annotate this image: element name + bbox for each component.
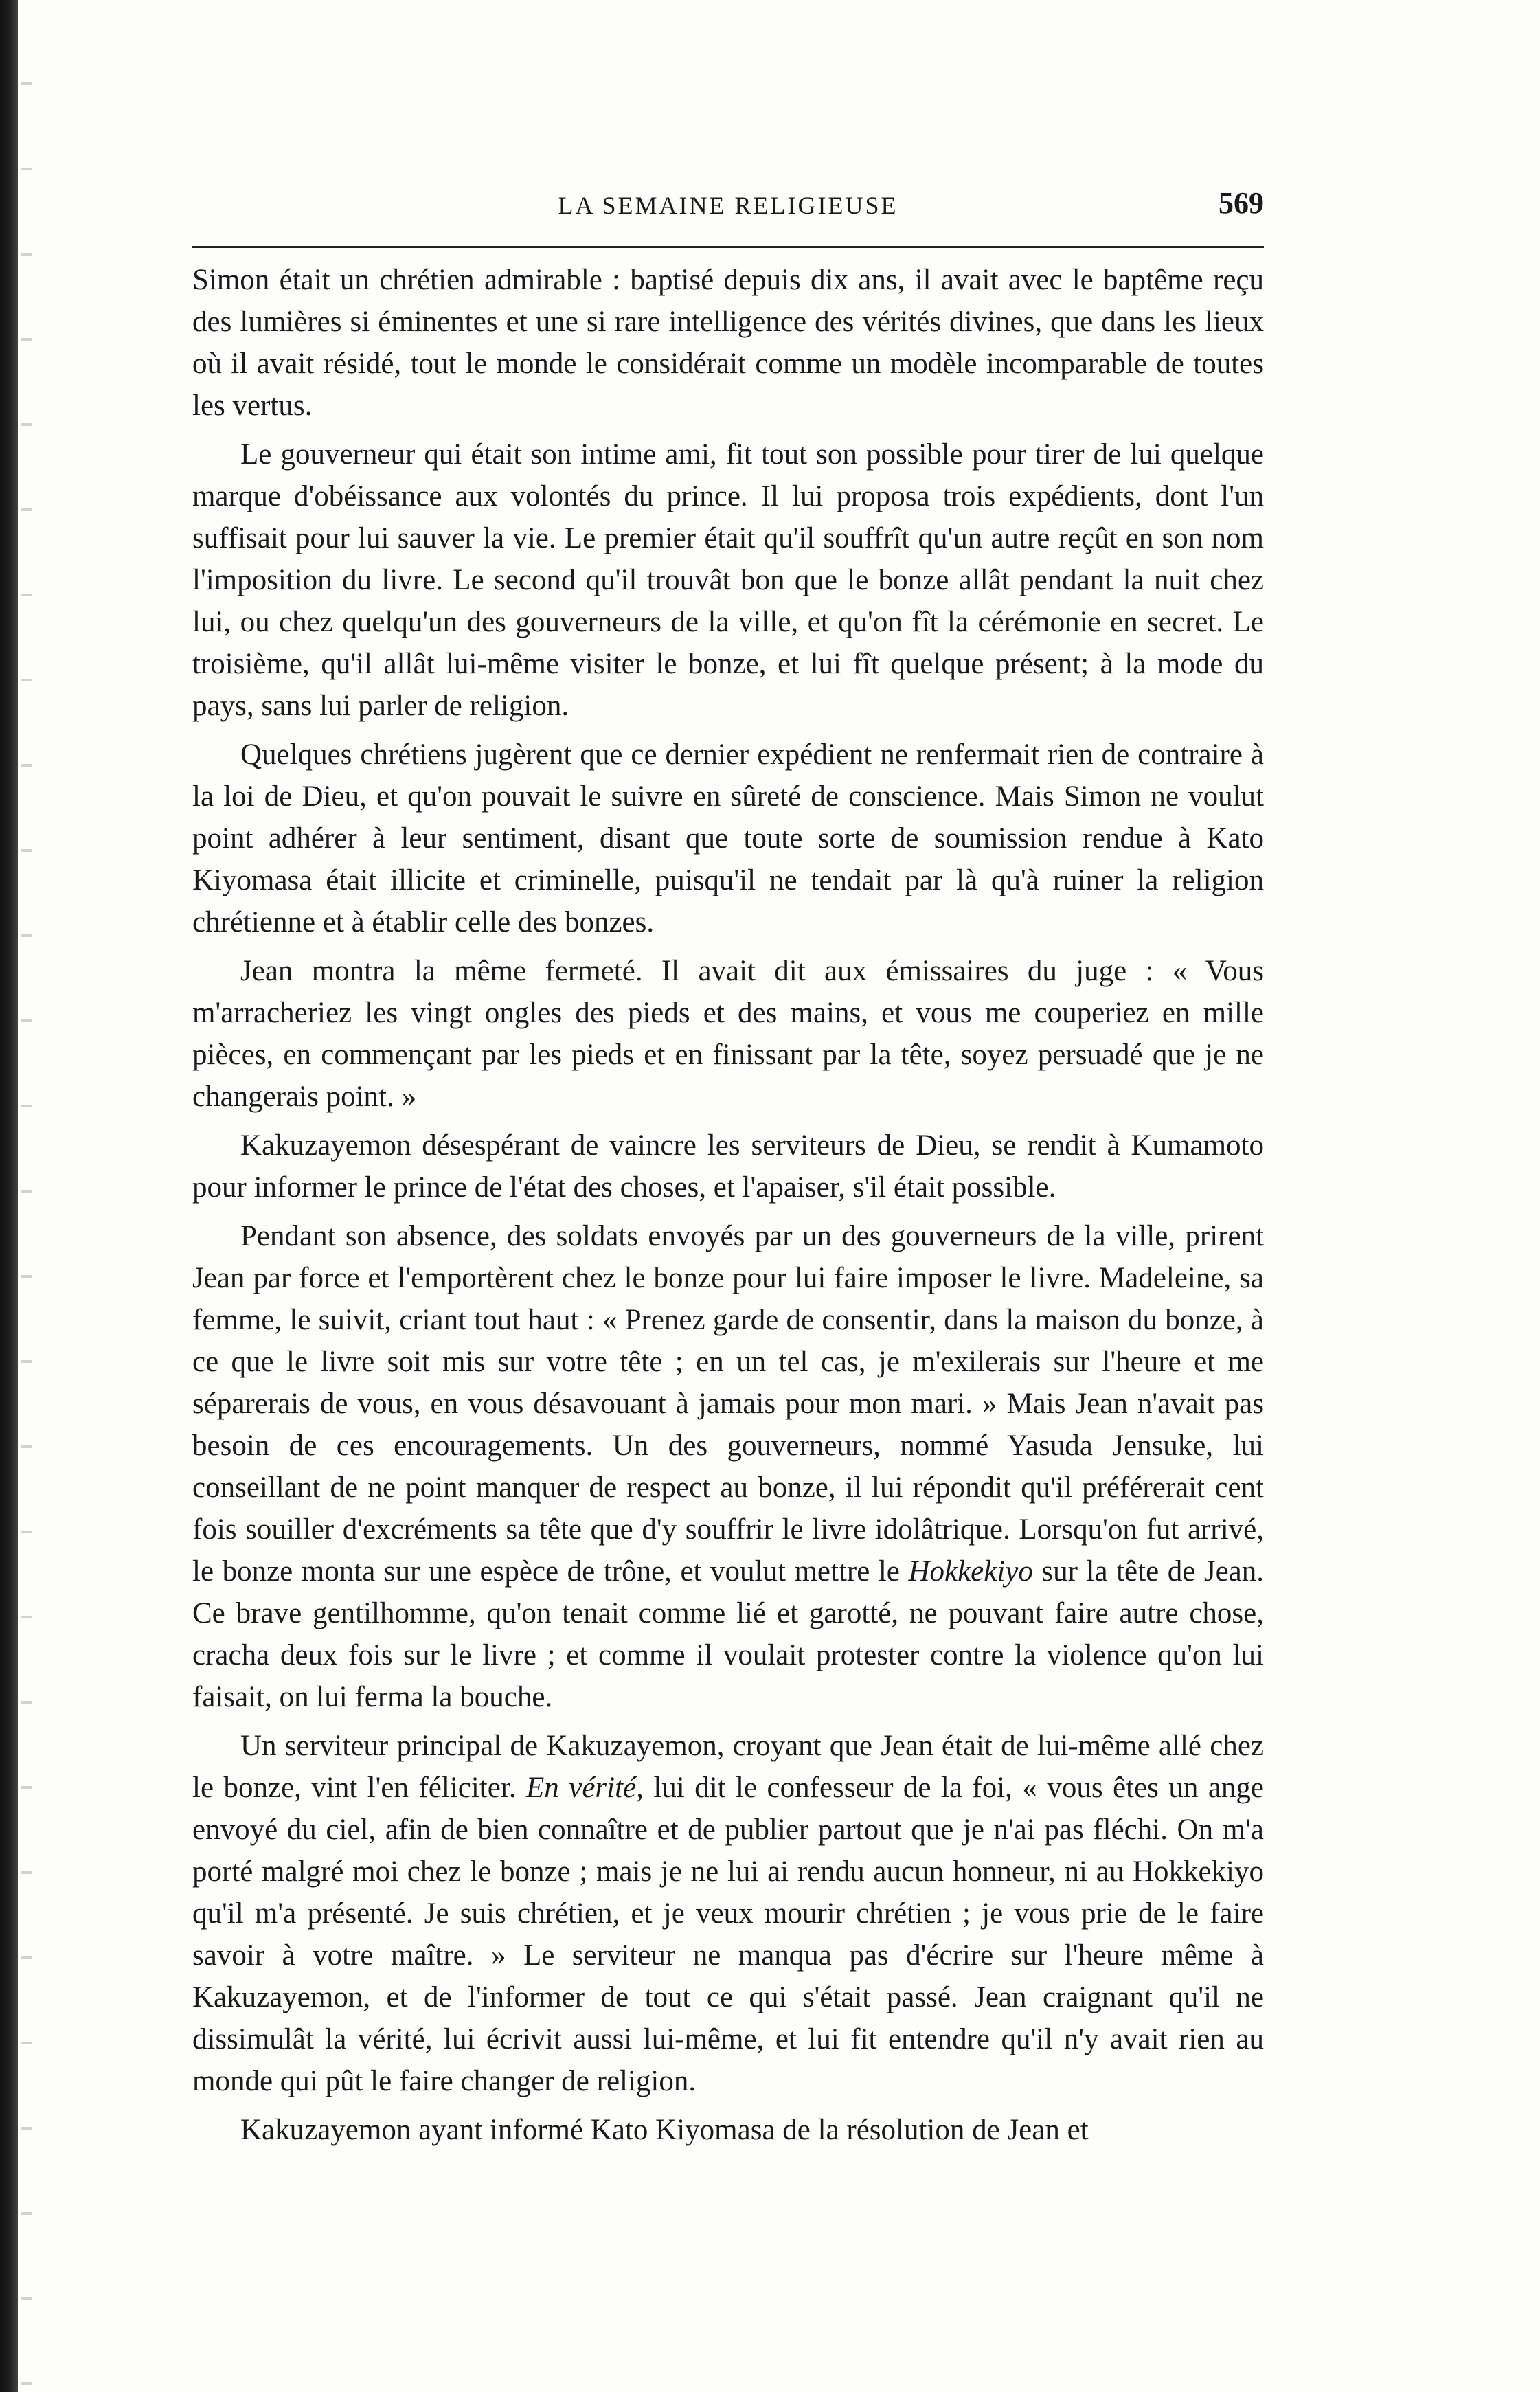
binding-edge bbox=[0, 0, 18, 2392]
book-page bbox=[192, 185, 1264, 2158]
paragraph-2-text: Le gouverneur qui était son intime ami, fit tout son possible pour tirer de lui quelque marque d'obéissance aux volontés du prince. Il lui proposa trois expédients, dont l'un suffisait pour lui sauver la vie. Le premier était qu'il souffrît qu'un autre reçût en son nom l'imposition du livre. Le second qu'il trouvât bon que le bonze allât pendant la nuit chez lui, ou chez quelqu'un des gouverneurs de la ville, et qu'on fît la cérémonie en secret. Le troisième, qu'il allât lui-même visiter le bonze, et lui fît quelque présent; à la mode du pays, sans lui parler de religion. bbox=[192, 438, 1264, 722]
running-title: LA SEMAINE RELIGIEUSE bbox=[558, 192, 898, 219]
paragraph-8-text: Kakuzayemon ayant informé Kato Kiyomasa de la résolution de Jean et bbox=[240, 2114, 1089, 2146]
body-text bbox=[192, 259, 1264, 2151]
paragraph-2 bbox=[192, 433, 1264, 727]
paragraph-8 bbox=[192, 2109, 1264, 2151]
paragraph-5 bbox=[192, 1125, 1264, 1208]
paragraph-6 bbox=[192, 1215, 1264, 1718]
page-number: 569 bbox=[1219, 186, 1264, 220]
running-head bbox=[192, 185, 1264, 229]
paragraph-7-rest: lui dit le confesseur de la foi, « vous êtes un ange envoyé du ciel, afin de bien connaître et de publier partout que je n'ai pas fléchi. On m'a porté malgré moi chez le bonze ; mais je ne lui ai rendu aucun honneur, ni au Hokkekiyo qu'il m'a présenté. Je suis chrétien, et je veux mourir chrétien ; je vous prie de le faire savoir à votre maître. » Le serviteur ne manqua pas d'écrire sur l'heure même à Kakuzayemon, et de l'informer de tout ce qui s'était passé. Jean craignant qu'il ne dissimulât la vérité, lui écrivit aussi lui-même, et lui fit entendre qu'il n'y avait rien au monde qui pût le faire changer de religion. bbox=[192, 1772, 1264, 2097]
paragraph-4 bbox=[192, 950, 1264, 1118]
paragraph-6-italic: Hokkekiyo bbox=[908, 1555, 1033, 1588]
paragraph-7 bbox=[192, 1725, 1264, 2102]
paragraph-1 bbox=[192, 259, 1264, 427]
paragraph-3 bbox=[192, 734, 1264, 943]
paragraph-5-text: Kakuzayemon désespérant de vaincre les serviteurs de Dieu, se rendit à Kumamoto pour informer le prince de l'état des choses, et l'apaiser, s'il était possible. bbox=[192, 1129, 1264, 1204]
paragraph-6-rest: sur la tête de Jean. Ce brave gentilhomme, qu'on tenait comme lié et garotté, ne pouvant faire autre chose, cracha deux fois sur le livre ; et comme il voulait protester contre la violence qu'on lui faisait, on lui ferma la bouche. bbox=[192, 1555, 1264, 1713]
paragraph-1-text: Simon était un chrétien admirable : baptisé depuis dix ans, il avait avec le baptême reçu des lumières si éminentes et une si rare intelligence des vérités divines, que dans les lieux où il avait résidé, tout le monde le considérait comme un modèle incomparable de toutes les vertus. bbox=[192, 264, 1264, 422]
paragraph-4-text: Jean montra la même fermeté. Il avait dit aux émissaires du juge : « Vous m'arracheriez les vingt ongles des pieds et des mains, et vous me couperiez en mille pièces, en commençant par les pieds et en finissant par la tête, soyez persuadé que je ne changerais point. » bbox=[192, 955, 1264, 1113]
paragraph-7-italic: En vérité, bbox=[526, 1772, 644, 1804]
paragraph-6-text: Pendant son absence, des soldats envoyés par un des gouverneurs de la ville, prirent Jean par force et l'emportèrent chez le bonze pour lui faire imposer le livre. Madeleine, sa femme, le suivit, criant tout haut : « Prenez garde de consentir, dans la maison du bonze, à ce que le livre soit mis sur votre tête ; en un tel cas, je m'exilerais sur l'heure et me séparerais de vous, en vous désavouant à jamais pour mon mari. » Mais Jean n'avait pas besoin de ces encouragements. Un des gouverneurs, nommé Yasuda Jensuke, lui conseillant de ne point manquer de respect au bonze, il lui répondit qu'il préférerait cent fois souiller d'excréments sa tête que d'y souffrir le livre idolâtrique. Lorsqu'on fut arrivé, le bonze monta sur une espèce de trône, et voulut mettre le bbox=[192, 1220, 1264, 1588]
paragraph-3-text: Quelques chrétiens jugèrent que ce dernier expédient ne renfermait rien de contraire à la loi de Dieu, et qu'on pouvait le suivre en sûreté de conscience. Mais Simon ne voulut point adhérer à leur sentiment, disant que toute sorte de soumission rendue à Kato Kiyomasa était illicite et criminelle, puisqu'il ne tendait par là qu'à ruiner la religion chrétienne et à établir celle des bonzes. bbox=[192, 738, 1264, 938]
binding-marks bbox=[21, 0, 32, 2392]
paragraph-7-text: Un serviteur principal de Kakuzayemon, croyant que Jean était de lui-même allé chez le bonze, vint l'en féliciter. bbox=[192, 1730, 1264, 1804]
header-rule bbox=[192, 246, 1264, 248]
